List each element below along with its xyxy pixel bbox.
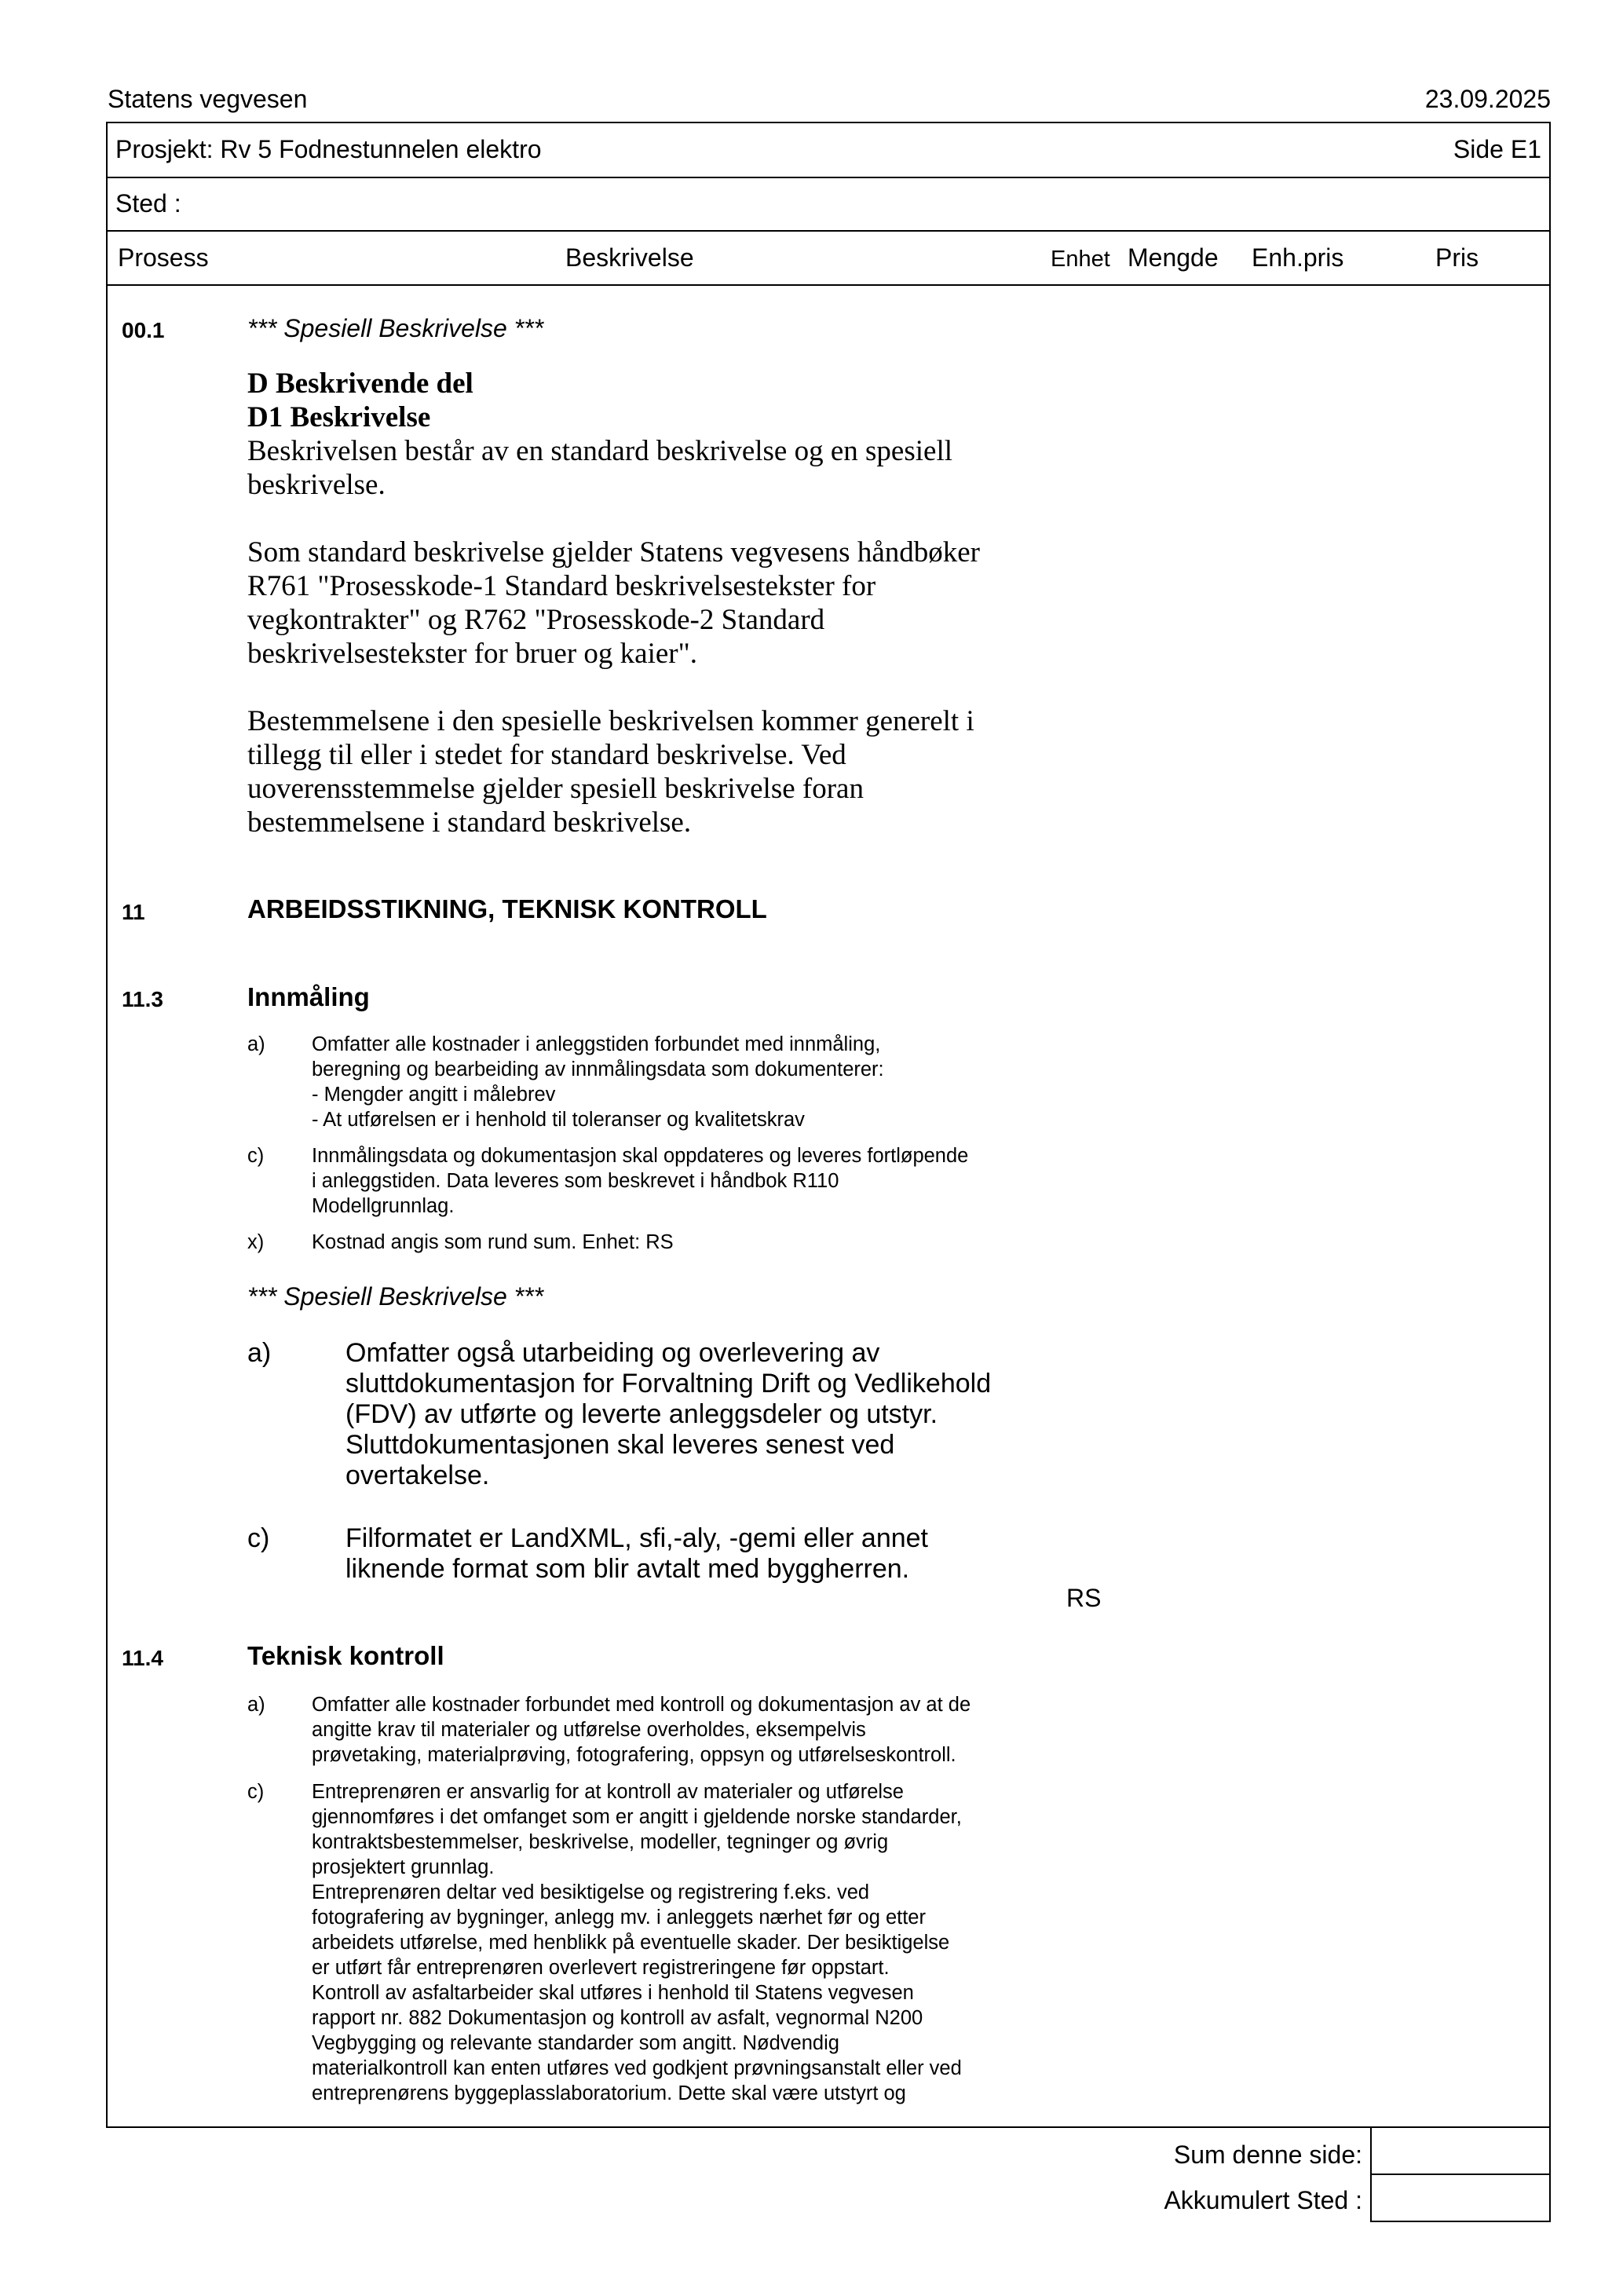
column-header-pris: Pris: [1435, 243, 1479, 272]
divider: [106, 284, 1551, 286]
body-text-line: Omfatter også utarbeiding og overlevering av: [345, 1338, 880, 1368]
accumulated-field: [1370, 2174, 1551, 2222]
body-text-line: Innmålingsdata og dokumentasjon skal oppdateres og leveres fortløpende: [312, 1145, 969, 1167]
process-code: 11.3: [122, 987, 163, 1011]
list-letter: a): [247, 1338, 272, 1368]
body-text-line: Modellgrunnlag.: [312, 1195, 455, 1217]
body-text-line: beskrivelsestekster for bruer og kaier".: [247, 638, 697, 670]
body-text-line: Vegbygging og relevante standarder som angitt. Nødvendig: [312, 2032, 839, 2054]
body-text-line: sluttdokumentasjon for Forvaltning Drift og Vedlikehold: [345, 1369, 992, 1398]
column-header-enhpris: Enh.pris: [1252, 243, 1344, 272]
section-heading: D Beskrivende del: [247, 367, 473, 400]
list-letter: c): [247, 1781, 265, 1803]
body-text-line: Omfatter alle kostnader i anleggstiden forbundet med innmåling,: [312, 1033, 881, 1055]
body-text-line: angitte krav til materialer og utførelse overholdes, eksempelvis: [312, 1719, 866, 1741]
body-text-line: bestemmelsene i standard beskrivelse.: [247, 806, 692, 839]
body-text-line: materialkontroll kan enten utføres ved godkjent prøvningsanstalt eller ved: [312, 2057, 962, 2079]
column-header-prosess: Prosess: [118, 243, 209, 272]
body-text-line: (FDV) av utførte og leverte anleggsdeler og utstyr.: [345, 1399, 938, 1429]
item-title: Innmåling: [247, 982, 370, 1011]
body-text-line: i anleggstiden. Data leveres som beskrevet i håndbok R110: [312, 1170, 839, 1192]
body-text-line: - At utførelsen er i henhold til toleranser og kvalitetskrav: [312, 1109, 805, 1131]
body-text-line: R761 "Prosesskode-1 Standard beskrivelsestekster for: [247, 570, 876, 602]
body-text-line: Filformatet er LandXML, sfi,-aly, -gemi eller annet: [345, 1523, 928, 1553]
sum-page-field: [1370, 2126, 1551, 2175]
body-text-line: beskrivelse.: [247, 469, 386, 501]
accumulated-label: Akkumulert Sted :: [1164, 2186, 1362, 2214]
special-description-heading: *** Spesiell Beskrivelse ***: [247, 1282, 544, 1311]
divider: [106, 177, 1551, 178]
column-header-beskrivelse: Beskrivelse: [565, 243, 694, 272]
body-text-line: Beskrivelsen består av en standard beskrivelse og en spesiell: [247, 435, 953, 467]
body-text-line: Entreprenøren er ansvarlig for at kontroll av materialer og utførelse: [312, 1781, 904, 1803]
body-text-line: fotografering av bygninger, anlegg mv. i anleggets nærhet før og etter: [312, 1907, 926, 1929]
body-text-line: beregning og bearbeiding av innmålingsdata som dokumenterer:: [312, 1058, 884, 1080]
body-text-line: er utført får entreprenøren overlevert registreringene før oppstart.: [312, 1957, 890, 1979]
list-letter: x): [247, 1231, 265, 1253]
divider: [106, 230, 1551, 232]
body-text-line: Entreprenøren deltar ved besiktigelse og registrering f.eks. ved: [312, 1881, 870, 1903]
place-label: Sted :: [115, 189, 181, 218]
body-text-line: prosjektert grunnlag.: [312, 1856, 495, 1878]
item-title: Teknisk kontroll: [247, 1641, 444, 1670]
body-text-line: vegkontrakter" og R762 "Prosesskode-2 Standard: [247, 604, 825, 636]
list-letter: c): [247, 1145, 265, 1167]
body-text-line: Sluttdokumentasjonen skal leveres senest ved: [345, 1430, 895, 1460]
print-date: 23.09.2025: [1424, 85, 1551, 113]
body-text-line: Omfatter alle kostnader forbundet med kontroll og dokumentasjon av at de: [312, 1694, 971, 1716]
sum-page-label: Sum denne side:: [1173, 2141, 1362, 2169]
chapter-title: ARBEIDSSTIKNING, TEKNISK KONTROLL: [247, 894, 767, 923]
body-text-line: tillegg til eller i stedet for standard beskrivelse. Ved: [247, 739, 846, 771]
body-text-line: Kostnad angis som rund sum. Enhet: RS: [312, 1231, 674, 1253]
page-number: Side E1: [1453, 135, 1541, 163]
process-code: 00.1: [122, 318, 165, 342]
column-header-mengde: Mengde: [1128, 243, 1219, 272]
body-text-line: overtakelse.: [345, 1461, 490, 1490]
body-text-line: entreprenørens byggeplasslaboratorium. Dette skal være utstyrt og: [312, 2082, 906, 2104]
body-text-line: rapport nr. 882 Dokumentasjon og kontroll av asfalt, vegnormal N200: [312, 2007, 923, 2029]
list-letter: a): [247, 1694, 265, 1716]
body-text-line: liknende format som blir avtalt med byggherren.: [345, 1554, 910, 1584]
unit-value: RS: [1066, 1584, 1102, 1612]
body-text-line: arbeidets utførelse, med henblikk på eventuelle skader. Der besiktigelse: [312, 1932, 950, 1954]
process-code: 11.4: [122, 1646, 163, 1670]
body-text-line: Kontroll av asfaltarbeider skal utføres i henhold til Statens vegvesen: [312, 1982, 914, 2004]
body-text-line: uoverensstemmelse gjelder spesiell beskrivelse foran: [247, 773, 864, 805]
body-text-line: kontraktsbestemmelser, beskrivelse, modeller, tegninger og øvrig: [312, 1831, 889, 1853]
org-name: Statens vegvesen: [108, 85, 308, 113]
section-heading: D1 Beskrivelse: [247, 401, 431, 433]
list-letter: c): [247, 1523, 270, 1553]
body-text-line: prøvetaking, materialprøving, fotografering, oppsyn og utførelseskontroll.: [312, 1744, 956, 1766]
body-text-line: gjennomføres i det omfanget som er angitt i gjeldende norske standarder,: [312, 1806, 962, 1828]
list-letter: a): [247, 1033, 265, 1055]
process-code: 11: [122, 900, 145, 924]
project-title: Prosjekt: Rv 5 Fodnestunnelen elektro: [115, 135, 542, 163]
body-text-line: - Mengder angitt i målebrev: [312, 1084, 556, 1106]
special-description-heading: *** Spesiell Beskrivelse ***: [247, 314, 544, 342]
body-text-line: Som standard beskrivelse gjelder Statens vegvesens håndbøker: [247, 536, 980, 569]
column-header-enhet: Enhet: [1051, 247, 1110, 272]
body-text-line: Bestemmelsene i den spesielle beskrivelsen kommer generelt i: [247, 705, 974, 737]
